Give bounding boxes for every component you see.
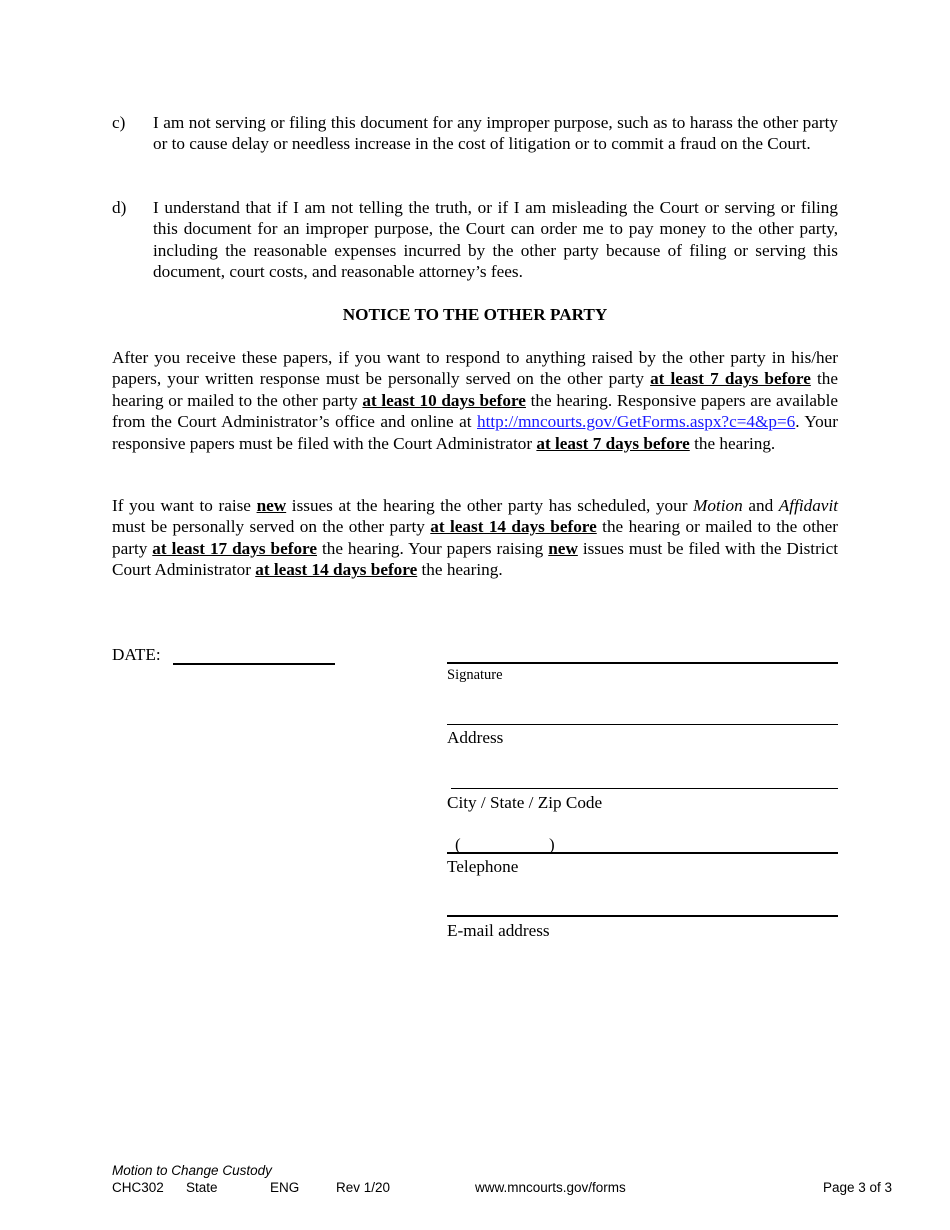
telephone-label: Telephone [447,857,519,876]
area-code-open-paren: ( [455,835,461,854]
address-label: Address [447,728,504,747]
footer-form-code: CHC302 [112,1180,164,1195]
deadline-emphasis: at least 14 days before [430,517,597,537]
forms-link[interactable]: http://mncourts.gov/GetForms.aspx?c=4&p=6 [477,412,796,432]
area-code-close-paren: ) [549,835,555,854]
statement-c-text: I am not serving or filing this document for any improper purpose, such as to harass the other party or to cause delay or needless increase in the cost of litigation or to commit a fraud on the Court. [153,113,838,154]
statement-c-letter: c) [112,113,126,132]
city-state-zip-field[interactable] [451,788,838,789]
notice-title: NOTICE TO THE OTHER PARTY [342,305,608,324]
para1-text: the hearing. Responsive papers are available from the Court Administrator’s office and online at [112,390,838,432]
para2-text: the hearing. [417,560,503,580]
affidavit-italic: Affidavit [778,496,838,515]
new-emphasis: new [548,538,578,558]
signature-label: Signature [447,667,503,683]
email-label: E-mail address [447,921,550,940]
para2-text: the hearing or mailed to the other party [112,517,838,558]
notice-paragraph-2 [112,495,838,581]
footer-page-number: Page 3 of 3 [823,1180,893,1195]
statement-d [112,197,838,283]
footer-jurisdiction: State [186,1180,218,1195]
para1-text: . Your responsive papers must be filed with the Court Administrator [112,412,838,453]
footer-revision: Rev 1/20 [336,1180,391,1195]
deadline-emphasis: at least 14 days before [255,560,418,580]
statement-c [112,112,838,155]
statement-d-text: I understand that if I am not telling the truth, or if I am misleading the Court or serving or filing this document for an improper purpose, the Court can order me to pay money to the other party, including the reasonable expenses incurred by the other party because of filing or serving this document, court costs, and reasonable attorney’s fees. [153,198,838,282]
new-emphasis: new [256,496,287,515]
email-field[interactable] [447,915,838,917]
para2-text: and [742,496,779,515]
footer-language: ENG [270,1180,300,1195]
para2-text: the hearing. Your papers raising [316,538,549,558]
deadline-emphasis: at least 17 days before [152,538,317,558]
notice-paragraph-1 [112,347,838,454]
para2-text: If you want to raise [112,496,257,515]
para1-text: the hearing. [689,433,776,453]
city-state-zip-label: City / State / Zip Code [447,793,603,812]
footer-website: www.mncourts.gov/forms [475,1180,626,1195]
signature-field[interactable] [447,662,838,664]
para2-text: must be personally served on the other party [112,517,431,537]
deadline-emphasis: at least 7 days before [536,433,690,453]
deadline-emphasis: at least 10 days before [362,390,526,410]
address-field[interactable] [447,724,838,725]
footer-form-title: Motion to Change Custody [112,1163,272,1178]
motion-italic: Motion [693,496,743,515]
date-field[interactable] [173,663,335,665]
para2-text: issues at the hearing the other party has scheduled, your [286,496,694,515]
statement-d-letter: d) [112,198,127,217]
para1-text: the hearing or mailed to the other party [112,369,838,410]
date-label: DATE: [112,645,161,664]
telephone-field[interactable] [447,852,838,854]
deadline-emphasis: at least 7 days before [650,369,811,389]
para1-text: After you receive these papers, if you want to respond to anything raised by the other party in his/her papers, your written response must be personally served on the other party [112,348,838,389]
para2-text: issues must be filed with the District Court Administrator [112,538,838,580]
